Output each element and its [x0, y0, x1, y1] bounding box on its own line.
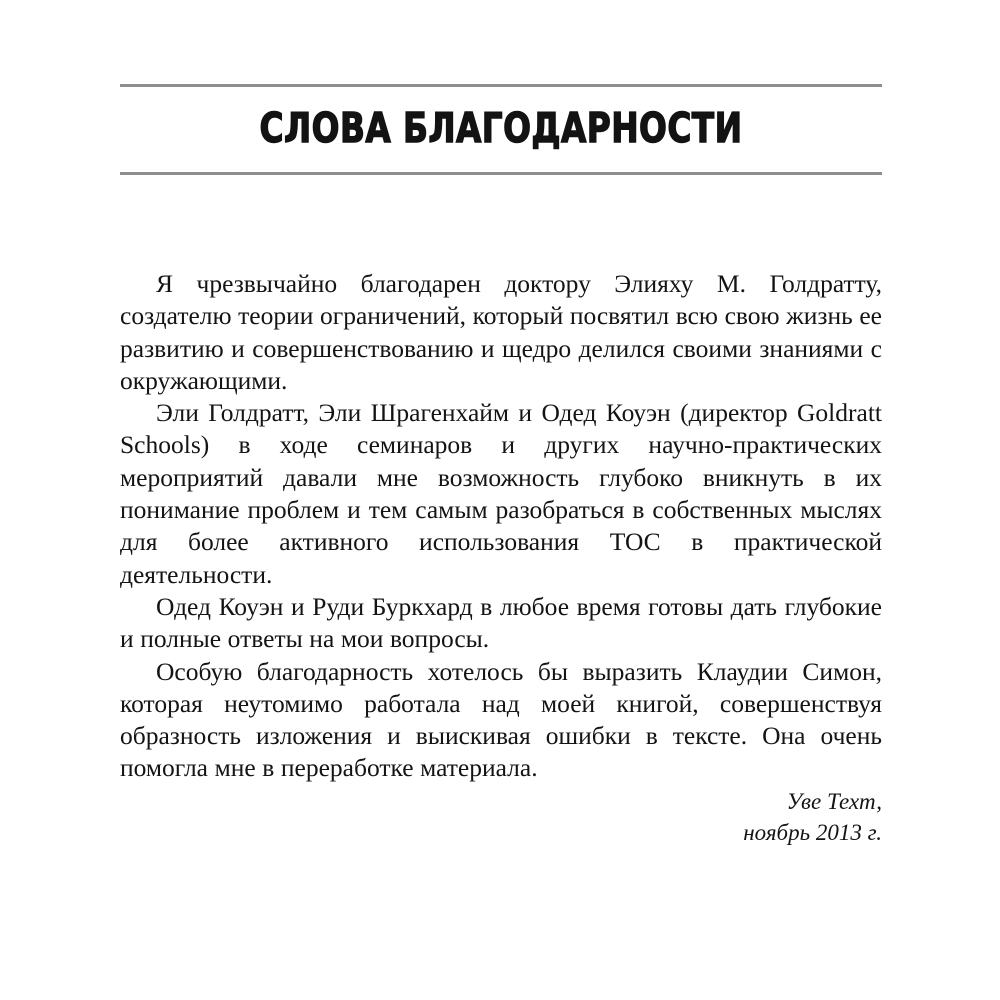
paragraph-3: Одед Коуэн и Руди Буркхард в любое время готовы дать глубокие и полные ответы на мои вопросы. — [120, 591, 882, 654]
signature-author: Уве Техт, — [786, 789, 882, 814]
chapter-heading-block — [120, 84, 882, 175]
paragraph-4: Особую благодарность хотелось бы выразить Клаудии Симон, которая неутомимо работала над моей книгой, совершенствуя образность изложения и выискивая ошибки в тексте. Она очень помогла мне в переработке материала. — [120, 656, 882, 783]
signature-date: ноябрь 2013 г. — [743, 820, 882, 845]
body-text — [120, 268, 882, 785]
page-title: СЛОВА БЛАГОДАРНОСТИ — [259, 104, 743, 152]
paragraph-2: Эли Голдратт, Эли Шрагенхайм и Одед Коуэн (директор Goldratt Schools) в ходе семинаров и других научно-практических мероприятий давали мне возможность глубоко вникнуть в их понимание проблем и тем самым разобраться в собственных мыслях для более активного использования ТОС в практической деятельности. — [120, 398, 882, 589]
signature-block — [120, 786, 882, 848]
paragraph-1: Я чрезвычайно благодарен доктору Элияху М. Голдратту, создателю теории ограничений, который посвятил всю свою жизнь ее развитию и совершенствованию и щедро делился своими знаниями с окружающими. — [120, 269, 882, 395]
heading-rule-bottom — [120, 172, 882, 175]
